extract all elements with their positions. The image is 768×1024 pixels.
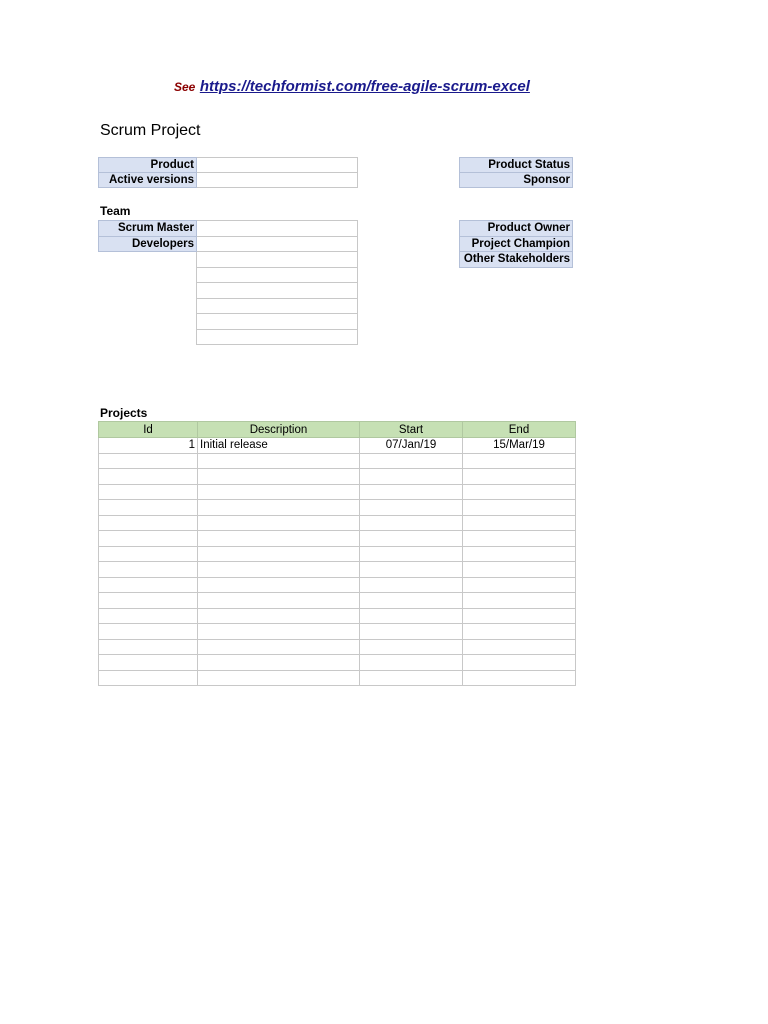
table-cell-description[interactable] (198, 515, 360, 531)
reference-link[interactable]: https://techformist.com/free-agile-scrum-excel (199, 78, 530, 95)
table-row (99, 577, 576, 593)
table-row (99, 531, 576, 547)
developer-field[interactable] (197, 314, 358, 330)
developer-field[interactable] (197, 252, 358, 268)
table-cell-description[interactable] (198, 500, 360, 516)
table-cell-end[interactable] (463, 562, 576, 578)
reference-line (174, 78, 530, 96)
table-cell-id[interactable] (99, 500, 198, 516)
see-label: See (174, 80, 196, 94)
table-cell-description[interactable] (198, 484, 360, 500)
developers-label: Developers (99, 236, 197, 252)
table-cell-start[interactable] (360, 593, 463, 609)
sponsor-label: Sponsor (460, 173, 573, 188)
table-cell-start[interactable] (360, 624, 463, 640)
table-cell-description[interactable] (198, 546, 360, 562)
table-cell-start[interactable] (360, 655, 463, 671)
scrum-master-field[interactable] (197, 221, 358, 237)
table-cell-end[interactable] (463, 515, 576, 531)
table-cell-end[interactable] (463, 577, 576, 593)
product-status-table (459, 157, 573, 188)
table-cell-description[interactable] (198, 593, 360, 609)
table-row (99, 639, 576, 655)
table-row (99, 438, 576, 454)
product-status-label: Product Status (460, 158, 573, 173)
table-cell-start[interactable] (360, 670, 463, 686)
column-header-start[interactable]: Start (360, 422, 463, 438)
table-cell-end[interactable] (463, 639, 576, 655)
table-cell-id[interactable] (99, 624, 198, 640)
table-cell-start[interactable] (360, 469, 463, 485)
table-row (99, 608, 576, 624)
column-header-end[interactable]: End (463, 422, 576, 438)
table-cell-start[interactable] (360, 639, 463, 655)
table-cell-description[interactable]: Initial release (198, 438, 360, 454)
table-cell-id[interactable] (99, 531, 198, 547)
table-row (99, 593, 576, 609)
table-cell-id[interactable] (99, 655, 198, 671)
table-cell-id[interactable] (99, 593, 198, 609)
table-cell-end[interactable]: 15/Mar/19 (463, 438, 576, 454)
developer-field[interactable] (197, 267, 358, 283)
product-info-table (98, 157, 358, 188)
product-label: Product (99, 158, 197, 173)
projects-body (99, 438, 576, 686)
table-cell-start[interactable] (360, 484, 463, 500)
table-cell-description[interactable] (198, 639, 360, 655)
active-versions-label: Active versions (99, 173, 197, 188)
table-cell-description[interactable] (198, 608, 360, 624)
table-cell-end[interactable] (463, 453, 576, 469)
table-cell-description[interactable] (198, 655, 360, 671)
scrum-master-label: Scrum Master (99, 221, 197, 237)
developer-field[interactable] (197, 283, 358, 299)
table-cell-end[interactable] (463, 670, 576, 686)
table-cell-start[interactable]: 07/Jan/19 (360, 438, 463, 454)
stakeholders-table (459, 220, 573, 268)
table-cell-id[interactable] (99, 577, 198, 593)
developer-field[interactable] (197, 236, 358, 252)
table-cell-end[interactable] (463, 531, 576, 547)
table-cell-start[interactable] (360, 577, 463, 593)
table-cell-end[interactable] (463, 546, 576, 562)
active-versions-field[interactable] (197, 173, 358, 188)
projects-heading: Projects (100, 406, 148, 420)
team-table (98, 220, 358, 345)
table-row (99, 655, 576, 671)
table-cell-id[interactable] (99, 608, 198, 624)
table-cell-start[interactable] (360, 562, 463, 578)
table-cell-end[interactable] (463, 624, 576, 640)
table-row (99, 515, 576, 531)
table-cell-end[interactable] (463, 484, 576, 500)
table-cell-end[interactable] (463, 655, 576, 671)
project-champion-label: Project Champion (460, 236, 573, 252)
table-cell-id[interactable] (99, 515, 198, 531)
other-stakeholders-label: Other Stakeholders (460, 252, 573, 268)
developer-field[interactable] (197, 329, 358, 345)
table-cell-description[interactable] (198, 531, 360, 547)
table-row (99, 484, 576, 500)
table-cell-end[interactable] (463, 593, 576, 609)
table-row (99, 624, 576, 640)
projects-table (98, 421, 576, 686)
table-cell-description[interactable] (198, 624, 360, 640)
table-cell-start[interactable] (360, 515, 463, 531)
table-cell-id[interactable] (99, 453, 198, 469)
table-row (99, 453, 576, 469)
product-owner-label: Product Owner (460, 221, 573, 237)
table-row (99, 500, 576, 516)
table-row (99, 546, 576, 562)
table-cell-start[interactable] (360, 453, 463, 469)
table-cell-description[interactable] (198, 577, 360, 593)
table-cell-id[interactable] (99, 484, 198, 500)
developer-field[interactable] (197, 298, 358, 314)
table-cell-start[interactable] (360, 500, 463, 516)
table-cell-end[interactable] (463, 500, 576, 516)
table-cell-description[interactable] (198, 453, 360, 469)
table-cell-id[interactable] (99, 639, 198, 655)
table-cell-description[interactable] (198, 562, 360, 578)
table-cell-description[interactable] (198, 469, 360, 485)
page-title: Scrum Project (100, 122, 201, 139)
table-row (99, 562, 576, 578)
table-cell-id[interactable] (99, 562, 198, 578)
team-heading: Team (100, 204, 131, 218)
table-cell-id[interactable] (99, 546, 198, 562)
column-header-id[interactable]: Id (99, 422, 198, 438)
table-cell-end[interactable] (463, 608, 576, 624)
table-cell-start[interactable] (360, 546, 463, 562)
table-cell-description[interactable] (198, 670, 360, 686)
table-cell-end[interactable] (463, 469, 576, 485)
table-row (99, 469, 576, 485)
column-header-description[interactable]: Description (198, 422, 360, 438)
table-cell-id[interactable]: 1 (99, 438, 198, 454)
table-row (99, 670, 576, 686)
table-cell-start[interactable] (360, 608, 463, 624)
table-cell-start[interactable] (360, 531, 463, 547)
product-field[interactable] (197, 158, 358, 173)
table-cell-id[interactable] (99, 469, 198, 485)
table-cell-id[interactable] (99, 670, 198, 686)
